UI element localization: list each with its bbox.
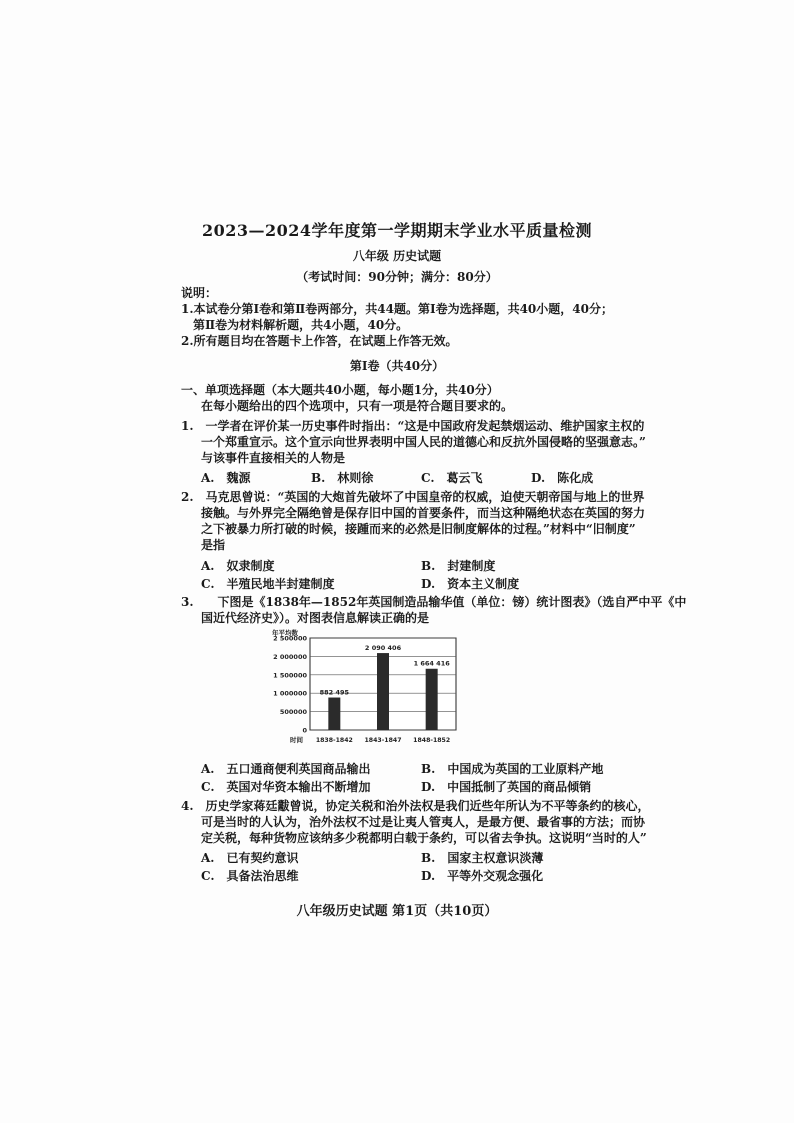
q4-option-b: B. 国家主权意识淡薄 [421, 851, 544, 865]
q4-line-3: 定关税，每种货物应该纳多少税都明白载于条约，可以省去争执。这说明“当时的人” [201, 831, 647, 845]
q3-line-1: 3. 下图是《1838年—1852年英国制造品输华值（单位：镑）统计图表》（选自严中平《中 [181, 595, 687, 609]
q2-line-3: 之下被暴力所打破的时候，接踵而来的必然是旧制度解体的过程。”材料中“旧制度” [201, 522, 636, 536]
instruction-item-1-cont: 第Ⅱ卷为材料解析题，共4小题，40分。 [193, 318, 409, 332]
bar [328, 698, 340, 730]
q1-option-d: D. 陈化成 [531, 471, 594, 485]
q3-chart [268, 628, 468, 758]
data-label: 2 090 406 [364, 644, 402, 653]
exam-title: 2023—2024学年度第一学期期末学业水平质量检测 [201, 221, 593, 240]
y-tick-label: 2 500000 [273, 634, 307, 643]
q2-option-c: C. 半殖民地半封建制度 [201, 577, 335, 591]
bar [377, 653, 389, 730]
instruction-item-1: 1.本试卷分第Ⅰ卷和第Ⅱ卷两部分，共44题。第Ⅰ卷为选择题，共40小题，40分； [181, 302, 613, 316]
q4-line-1: 4. 历史学家蒋廷黻曾说，协定关税和治外法权是我们近些年所认为不平等条约的核心， [181, 799, 650, 813]
data-label: 882 495 [319, 688, 350, 697]
q2-option-a: A. 奴隶制度 [201, 559, 275, 573]
section-title: 第Ⅰ卷（共40分） [349, 359, 445, 373]
y-tick-label: 1 500000 [273, 671, 307, 680]
x-tick-label: 1843-1847 [364, 737, 402, 744]
bar-chart [268, 628, 468, 758]
part-title: 一、单项选择题（本大题共40小题，每小题1分，共40分） [181, 383, 499, 397]
q2-option-b: B. 封建制度 [421, 559, 496, 573]
part-note: 在每小题给出的四个选项中，只有一项是符合题目要求的。 [201, 399, 514, 413]
y-tick-label: 2 000000 [273, 652, 307, 661]
data-label: 1 664 416 [413, 659, 450, 668]
q4-line-2: 可是当时的人认为，治外法权不过是让夷人管夷人，是最方便、最省事的方法；而协 [201, 815, 646, 829]
bar [426, 669, 438, 730]
x-tick-label: 1838-1842 [315, 737, 353, 744]
q3-option-a: A. 五口通商便利英国商品输出 [201, 762, 371, 776]
q3-option-c: C. 英国对华资本输出不断增加 [201, 780, 371, 794]
q1-option-a: A. 魏源 [201, 471, 251, 485]
x-axis-label: 时间 [290, 736, 303, 744]
q3-line-2: 国近代经济史》）。对图表信息解读正确的是 [201, 611, 430, 625]
q1-line-1: 1. 一学者在评价某一历史事件时指出：“这是中国政府发起禁烟运动、维护国家主权的 [181, 419, 645, 433]
q2-line-1: 2. 马克思曾说：“英国的大炮首先破坏了中国皇帝的权威，迫使天朝帝国与地上的世界 [181, 490, 645, 504]
q2-line-2: 接触。与外界完全隔绝曾是保存旧中国的首要条件，而当这种隔绝状态在英国的努力 [201, 506, 646, 520]
q4-option-d: D. 平等外交观念强化 [421, 869, 544, 883]
exam-subject: 八年级 历史试题 [352, 249, 442, 263]
page-footer: 八年级历史试题 第1页（共10页） [296, 904, 498, 919]
y-tick-label: 500000 [279, 708, 307, 717]
y-tick-label: 0 [302, 726, 307, 735]
exam-info: （考试时间：90分钟；满分：80分） [296, 270, 498, 284]
q4-option-a: A. 已有契约意识 [201, 851, 299, 865]
y-tick-label: 1 000000 [273, 689, 307, 698]
q1-option-b: B. 林则徐 [311, 471, 374, 485]
q3-option-d: D. 中国抵制了英国的商品倾销 [421, 780, 592, 794]
q1-line-3: 与该事件直接相关的人物是 [201, 451, 346, 465]
q3-option-b: B. 中国成为英国的工业原料产地 [421, 762, 604, 776]
x-tick-label: 1848-1852 [413, 737, 451, 744]
q1-option-c: C. 葛云飞 [421, 471, 483, 485]
q4-option-c: C. 具备法治思维 [201, 869, 299, 883]
instructions-label: 说明： [181, 286, 218, 300]
q2-line-4: 是指 [201, 538, 226, 552]
y-axis-label: 年平均数 [272, 629, 298, 637]
q2-option-d: D. 资本主义制度 [421, 577, 520, 591]
instruction-item-2: 2.所有题目均在答题卡上作答，在试题上作答无效。 [181, 334, 458, 348]
q1-line-2: 一个郑重宣示。这个宣示向世界表明中国人民的道德心和反抗外国侵略的坚强意志。” [201, 435, 646, 449]
